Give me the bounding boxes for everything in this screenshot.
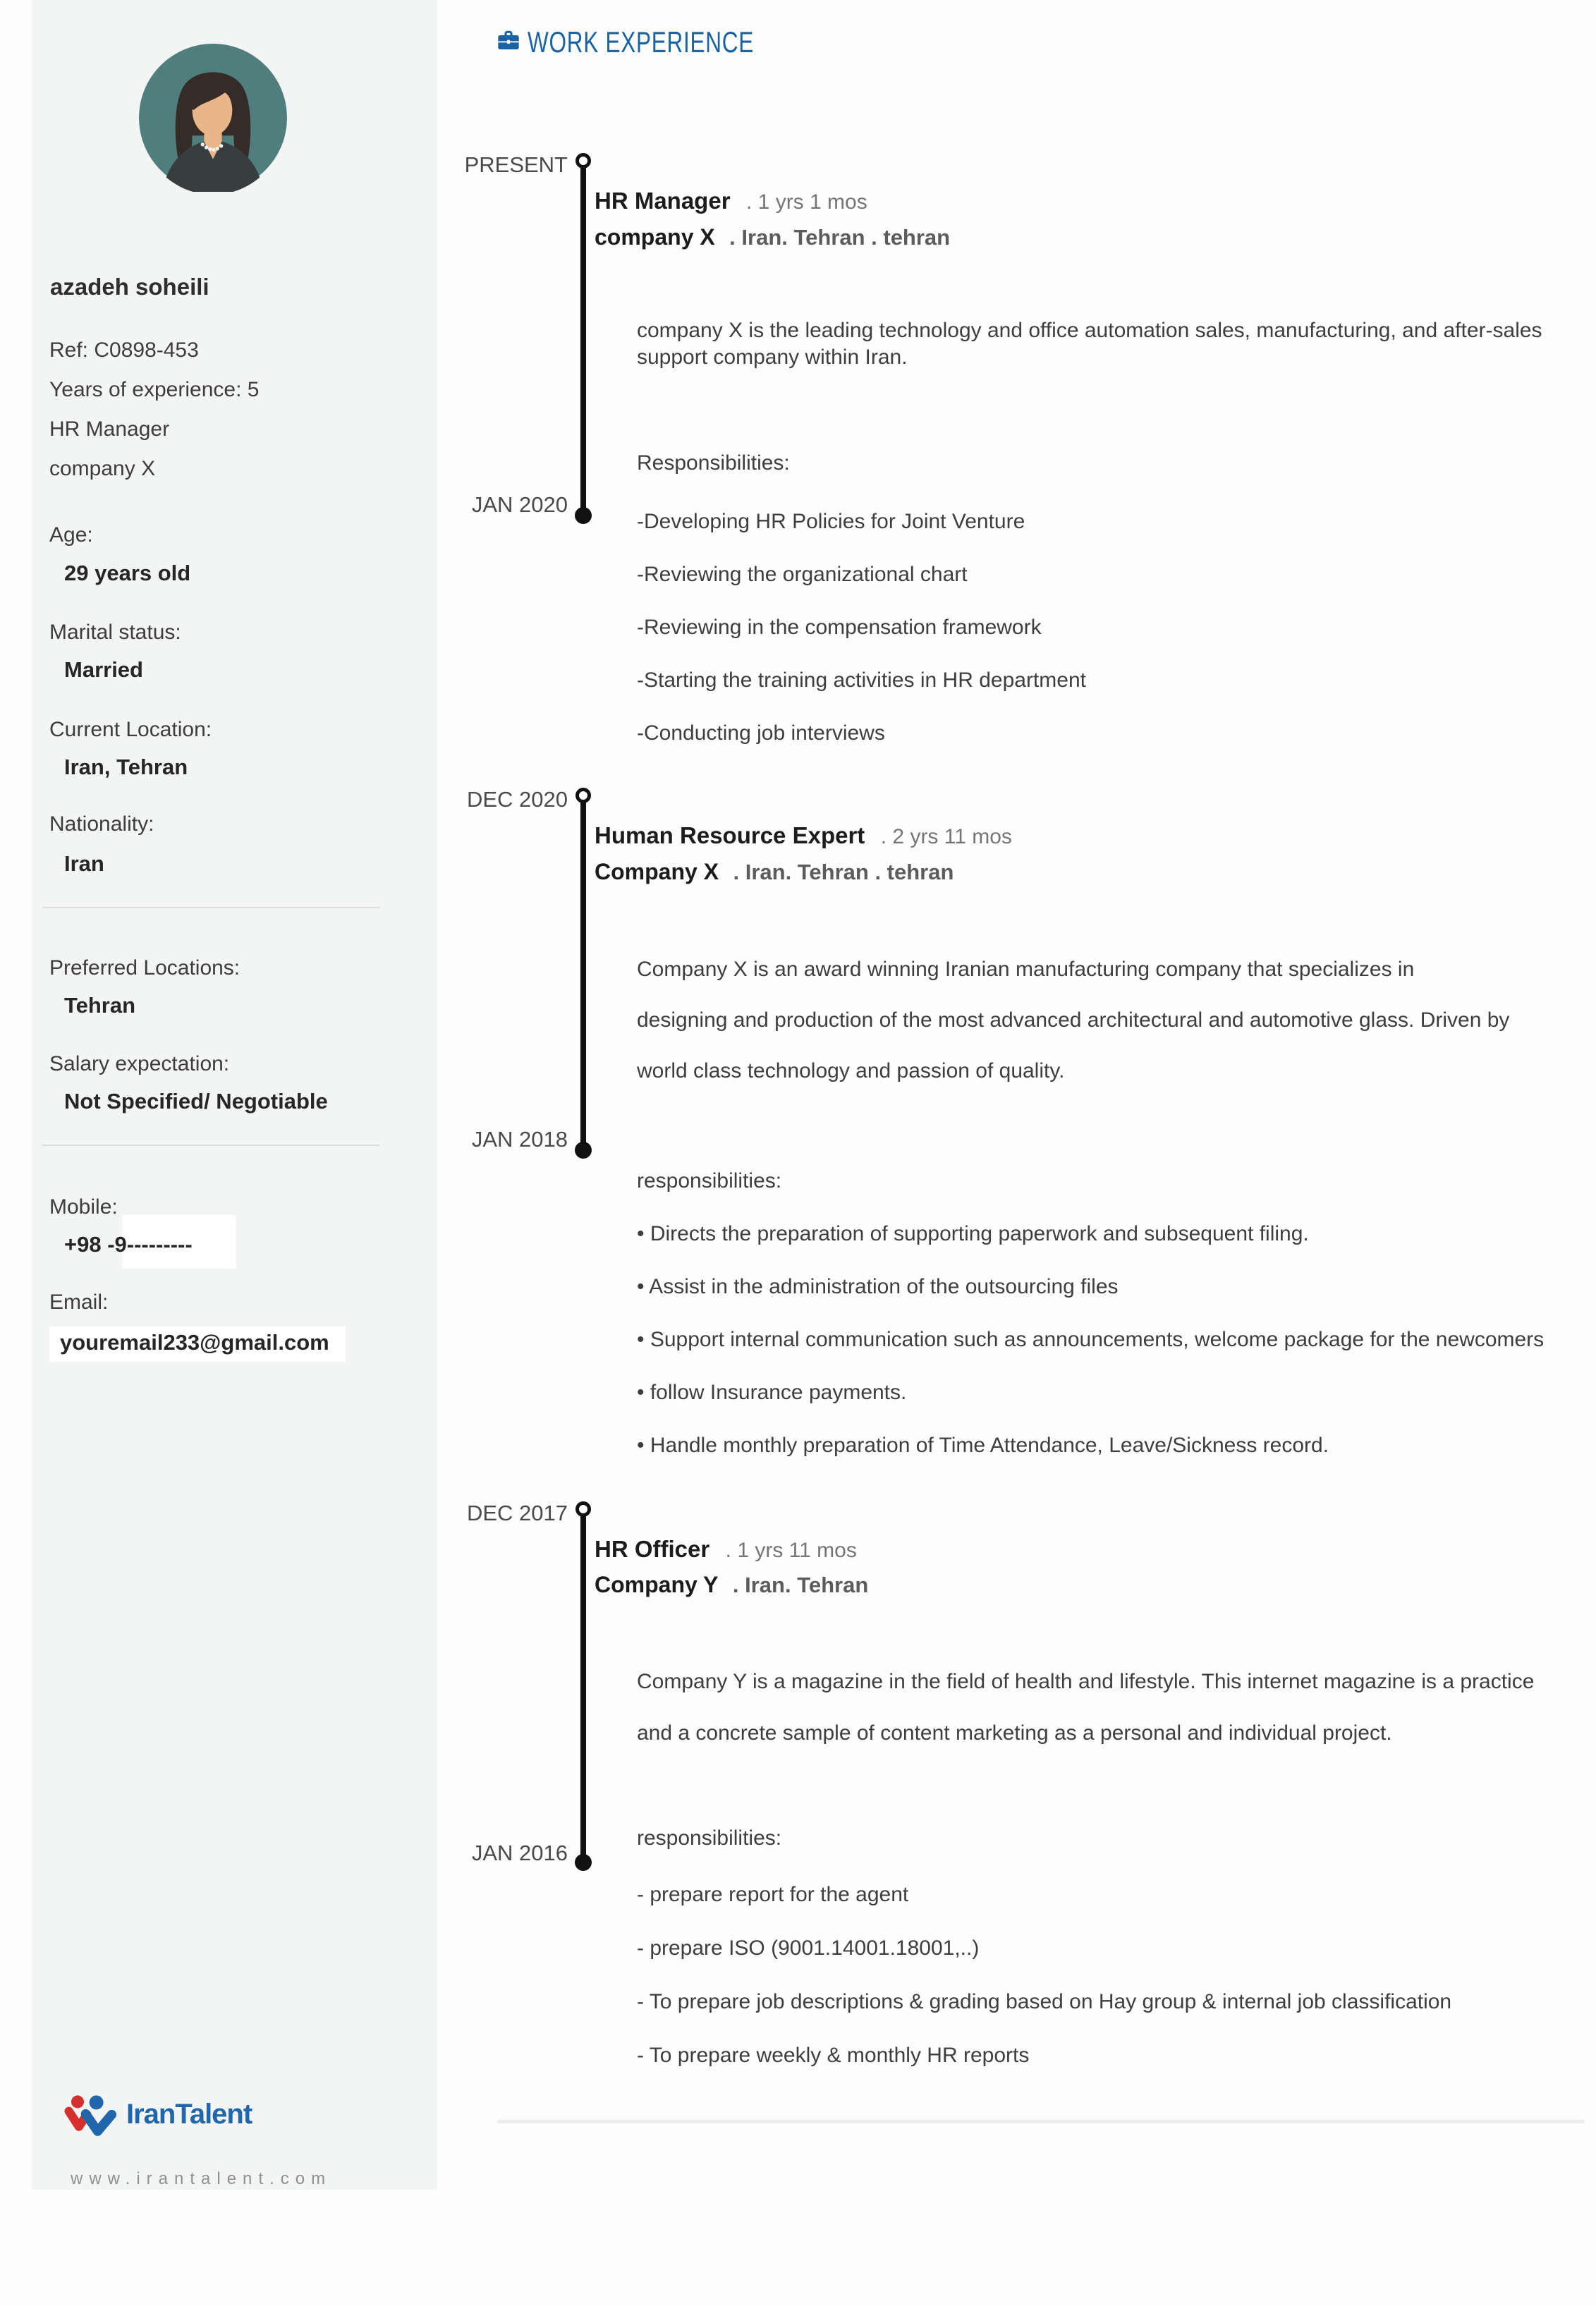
- job1-responsibilities-heading: Responsibilities:: [637, 451, 790, 475]
- description-line: company X is the leading technology and office automation sales, manufacturing, and after-sales: [637, 319, 1542, 342]
- job1-timeline-end-marker-icon: [575, 507, 592, 524]
- job3-duration: . 1 yrs 11 mos: [725, 1539, 857, 1562]
- nationality-value: Iran: [64, 851, 104, 876]
- avatar: [139, 41, 287, 195]
- responsibility-item: -Conducting job interviews: [637, 721, 885, 745]
- job3-timeline-line: [580, 1514, 586, 1860]
- job2-duration: . 2 yrs 11 mos: [880, 825, 1012, 848]
- section-bottom-divider: [497, 2120, 1585, 2123]
- job1-company-row: [595, 224, 950, 250]
- sidebar-divider: [42, 907, 379, 908]
- job1-title: HR Manager: [595, 188, 731, 214]
- responsibility-item: • Directs the preparation of supporting paperwork and subsequent filing.: [637, 1222, 1309, 1245]
- responsibility-item: - To prepare job descriptions & grading based on Hay group & internal job classification: [637, 1990, 1452, 2013]
- website-url[interactable]: www.irantalent.com: [71, 2169, 332, 2188]
- nationality-label: Nationality:: [49, 812, 154, 836]
- age-label: Age:: [49, 523, 93, 547]
- job2-company: Company X: [595, 859, 719, 884]
- irantalent-logo: [64, 2093, 252, 2136]
- job3-responsibilities-list: [637, 1883, 1451, 2097]
- briefcase-icon: [497, 30, 520, 52]
- email-label: Email:: [49, 1291, 109, 1314]
- responsibility-item: • Support internal communication such as announcements, welcome package for the newcomers: [637, 1328, 1545, 1351]
- job2-timeline-end-marker-icon: [575, 1142, 592, 1159]
- job3-company: Company Y: [595, 1572, 719, 1597]
- current-location-value: Iran, Tehran: [64, 755, 188, 779]
- age-value: 29 years old: [64, 561, 191, 585]
- description-line: and a concrete sample of content marketing as a personal and individual project.: [637, 1721, 1392, 1745]
- job1-timeline-line: [580, 166, 586, 516]
- current-location-label: Current Location:: [49, 718, 212, 741]
- email-value[interactable]: youremail233@gmail.com: [60, 1330, 329, 1355]
- job2-title-row: [595, 822, 1012, 849]
- responsibility-item: -Developing HR Policies for Joint Venture: [637, 510, 1025, 533]
- mobile-label: Mobile:: [49, 1195, 118, 1219]
- job3-company-row: [595, 1572, 868, 1598]
- avatar-illustration-icon: [139, 41, 287, 195]
- irantalent-logo-text: IranTalent: [126, 2099, 252, 2130]
- candidate-ref: Ref: C0898-453: [49, 338, 199, 362]
- job1-period-end: PRESENT: [464, 152, 568, 177]
- description-line: Company X is an award winning Iranian manufacturing company that specializes in: [637, 958, 1415, 981]
- job2-period-end: DEC 2020: [466, 787, 568, 812]
- responsibility-item: - prepare ISO (9001.14001.18001,..): [637, 1936, 980, 1960]
- job3-description: [637, 1668, 1534, 1771]
- responsibility-item: -Starting the training activities in HR department: [637, 669, 1086, 692]
- job3-title: HR Officer: [595, 1536, 710, 1562]
- marital-value: Married: [64, 657, 143, 682]
- section-title: WORK EXPERIENCE: [528, 25, 755, 59]
- mobile-value: +98 -9---------: [64, 1232, 193, 1257]
- responsibility-item: • follow Insurance payments.: [637, 1381, 907, 1404]
- job1-description: [637, 317, 1542, 371]
- job2-responsibilities-heading: responsibilities:: [637, 1169, 782, 1192]
- job2-location: . Iran. Tehran . tehran: [733, 860, 954, 884]
- responsibility-item: - To prepare weekly & monthly HR reports: [637, 2044, 1030, 2067]
- candidate-name: azadeh soheili: [50, 274, 209, 300]
- job3-location: . Iran. Tehran: [732, 1573, 869, 1597]
- job2-period-start: JAN 2018: [471, 1127, 568, 1152]
- job1-location: . Iran. Tehran . tehran: [729, 225, 951, 250]
- job1-period-start: JAN 2020: [471, 492, 568, 517]
- description-line: designing and production of the most advanced architectural and automotive glass. Driven by: [637, 1008, 1510, 1032]
- responsibility-item: -Reviewing the organizational chart: [637, 563, 968, 586]
- irantalent-logo-icon: [64, 2093, 118, 2136]
- job3-responsibilities-heading: responsibilities:: [637, 1826, 782, 1850]
- description-line: world class technology and passion of quality.: [637, 1059, 1065, 1082]
- job2-description: [637, 956, 1509, 1108]
- responsibility-item: • Handle monthly preparation of Time Attendance, Leave/Sickness record.: [637, 1434, 1329, 1457]
- responsibility-item: -Reviewing in the compensation framework: [637, 616, 1042, 639]
- job3-timeline-end-marker-icon: [575, 1854, 592, 1871]
- responsibility-item: - prepare report for the agent: [637, 1883, 909, 1906]
- sidebar: [32, 0, 437, 2190]
- job2-timeline-line: [580, 800, 586, 1149]
- job3-period-start: JAN 2016: [471, 1841, 568, 1865]
- description-line: Company Y is a magazine in the field of health and lifestyle. This internet magazine is a practice: [637, 1670, 1535, 1693]
- job3-period-end: DEC 2017: [466, 1501, 568, 1525]
- candidate-current-title: HR Manager: [49, 417, 170, 441]
- job2-title: Human Resource Expert: [595, 822, 865, 848]
- preferred-locations-value: Tehran: [64, 993, 136, 1018]
- responsibility-item: • Assist in the administration of the outsourcing files: [637, 1275, 1119, 1298]
- job1-title-row: [595, 188, 867, 214]
- sidebar-divider: [42, 1145, 379, 1146]
- job1-duration: . 1 yrs 1 mos: [746, 190, 867, 214]
- candidate-experience: Years of experience: 5: [49, 378, 260, 401]
- salary-value: Not Specified/ Negotiable: [64, 1089, 328, 1114]
- marital-label: Marital status:: [49, 621, 181, 644]
- preferred-locations-label: Preferred Locations:: [49, 956, 240, 980]
- job2-responsibilities-list: [637, 1222, 1544, 1487]
- job2-company-row: [595, 859, 954, 885]
- salary-label: Salary expectation:: [49, 1052, 230, 1075]
- job1-company: company X: [595, 224, 715, 250]
- job1-responsibilities-list: [637, 510, 1086, 774]
- job3-title-row: [595, 1536, 857, 1563]
- description-line: support company within Iran.: [637, 346, 908, 369]
- candidate-current-company: company X: [49, 457, 156, 480]
